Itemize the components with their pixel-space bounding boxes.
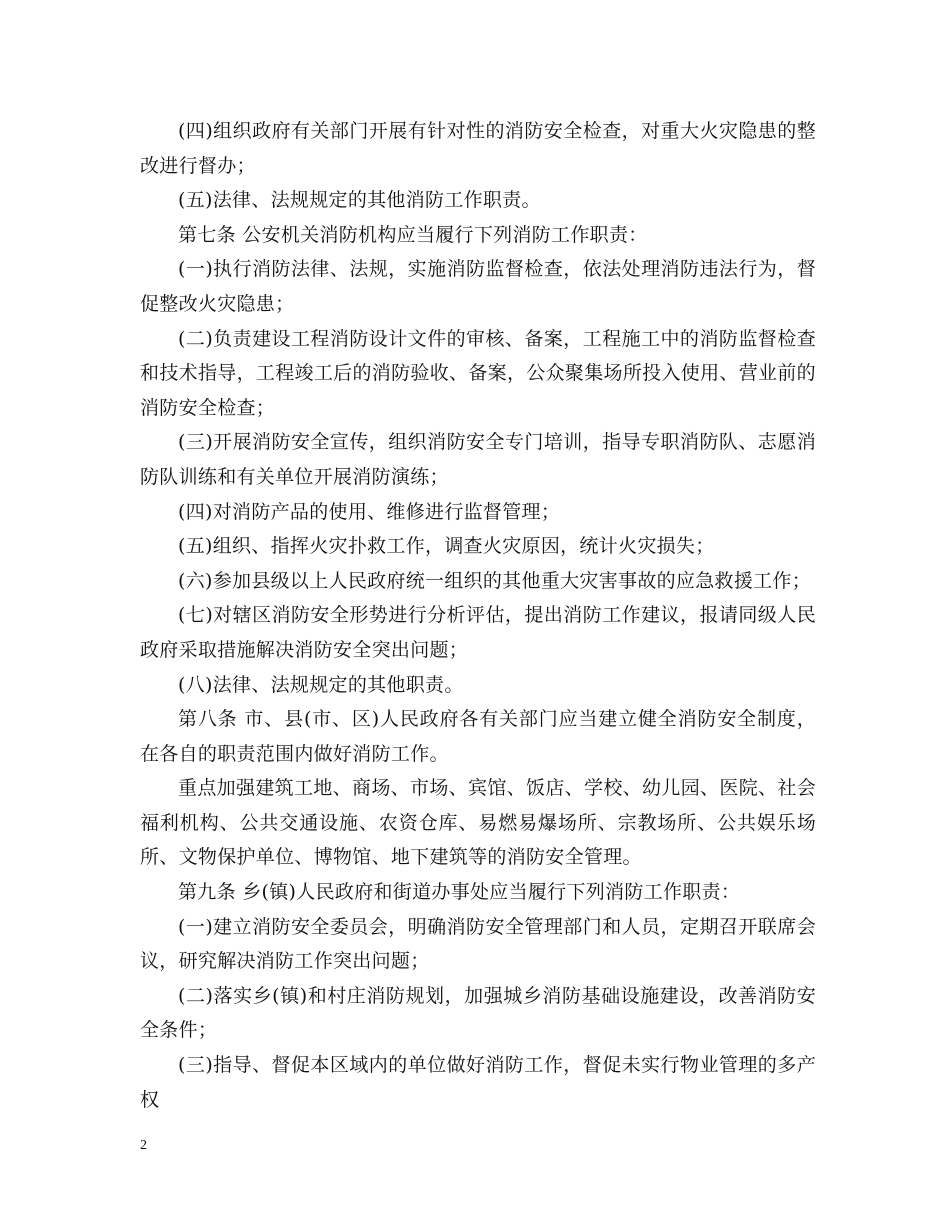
paragraph: (七)对辖区消防安全形势进行分析评估，提出消防工作建议，报请同级人民政府采取措施解决消防安全突出问题； [140,604,816,661]
paragraph: (四)组织政府有关部门开展有针对性的消防安全检查，对重大火灾隐患的整改进行督办； [140,120,816,177]
page-number: 2 [140,1138,147,1153]
paragraph: 重点加强建筑工地、商场、市场、宾馆、饭店、学校、幼儿园、医院、社会福利机构、公共交通设施、农资仓库、易燃易爆场所、宗教场所、公共娱乐场所、文物保护单位、博物馆、地下建筑等的消防安全管理。 [140,777,816,869]
paragraph: (五)组织、指挥火灾扑救工作，调查火灾原因，统计火灾损失； [178,535,715,558]
paragraph: (一)执行消防法律、法规，实施消防监督检查，依法处理消防违法行为，督促整改火灾隐患； [140,258,816,315]
paragraph: (八)法律、法规规定的其他职责。 [178,673,464,696]
paragraph: (二)负责建设工程消防设计文件的审核、备案，工程施工中的消防监督检查和技术指导，工程竣工后的消防验收、备案，公众聚集场所投入使用、营业前的消防安全检查； [140,327,816,419]
article-heading-paragraph: 第七条 公安机关消防机构应当履行下列消防工作职责： [178,223,648,246]
paragraph: (六)参加县级以上人民政府统一组织的其他重大灾害事故的应急救援工作； [178,569,812,592]
article-heading-paragraph: 第九条 乡(镇)人民政府和街道办事处应当履行下列消防工作职责： [178,881,741,904]
paragraph: (三)开展消防安全宣传，组织消防安全专门培训，指导专职消防队、志愿消防队训练和有关单位开展消防演练； [140,431,816,488]
paragraph: (三)指导、督促本区域内的单位做好消防工作，督促未实行物业管理的多产权 [140,1054,816,1111]
paragraph: (五)法律、法规规定的其他消防工作职责。 [178,189,541,212]
paragraph: (一)建立消防安全委员会，明确消防安全管理部门和人员，定期召开联席会议，研究解决消防工作突出问题； [140,915,816,973]
paragraph: (二)落实乡(镇)和村庄消防规划，加强城乡消防基础设施建设，改善消防安全条件； [140,984,816,1042]
article-heading-paragraph: 第八条 市、县(市、区)人民政府各有关部门应当建立健全消防安全制度，在各自的职责范围内做好消防工作。 [140,708,816,765]
paragraph: (四)对消防产品的使用、维修进行监督管理； [178,500,561,523]
document-body [140,114,816,1117]
